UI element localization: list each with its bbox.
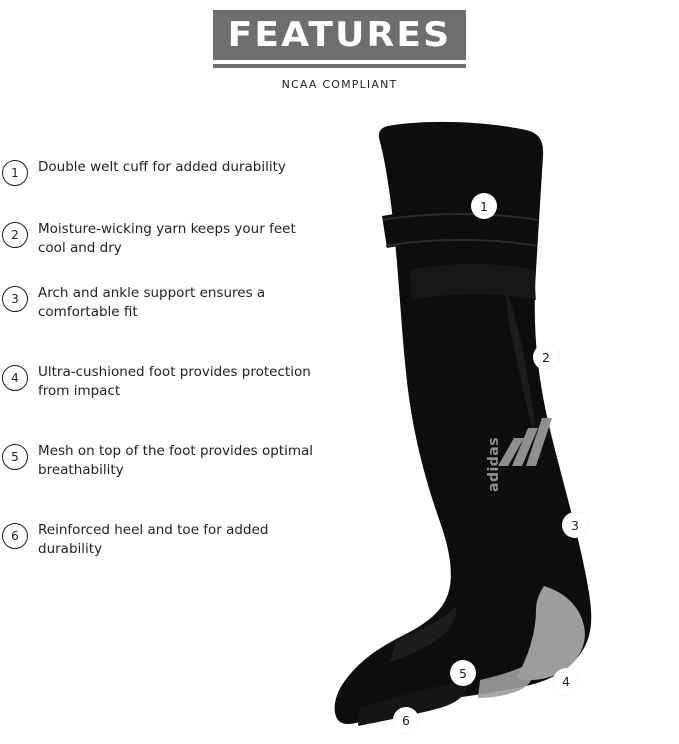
feature-item-2 — [0, 220, 330, 257]
callout-badge-1: 1 — [471, 193, 497, 219]
feature-text-5: Mesh on top of the foot provides optimal breathability — [38, 443, 314, 478]
callout-badge-5: 5 — [450, 660, 476, 686]
callout-badge-6: 6 — [393, 707, 419, 733]
header — [0, 0, 679, 100]
sock-svg — [330, 120, 679, 744]
page-title: FEATURES — [227, 15, 452, 55]
callout-badge-2: 2 — [533, 344, 559, 370]
feature-text-1: Double welt cuff for added durability — [38, 159, 286, 175]
feature-text-3: Arch and ankle support ensures a comfortable fit — [38, 285, 266, 320]
feature-number-badge-6: 6 — [2, 523, 28, 549]
feature-number-badge-3: 3 — [2, 286, 28, 312]
page-subtitle: NCAA COMPLIANT — [281, 78, 398, 91]
feature-number-badge-5: 5 — [2, 444, 28, 470]
feature-item-6 — [0, 521, 330, 558]
feature-text-4: Ultra-cushioned foot provides protection from impact — [38, 364, 311, 399]
adidas-wordmark: adidas — [486, 436, 502, 492]
feature-number-badge-1: 1 — [2, 160, 28, 186]
title-banner — [213, 10, 466, 60]
feature-text-2: Moisture-wicking yarn keeps your feet cool and dry — [38, 221, 296, 256]
callout-badge-3: 3 — [562, 512, 588, 538]
feature-number-badge-4: 4 — [2, 365, 28, 391]
feature-number-badge-2: 2 — [2, 222, 28, 248]
feature-item-5 — [0, 442, 330, 479]
feature-item-4 — [0, 363, 330, 400]
callout-badge-4: 4 — [553, 668, 579, 694]
feature-item-3 — [0, 284, 330, 321]
title-underline-rule — [213, 64, 466, 68]
product-illustration — [330, 120, 679, 744]
feature-item-1 — [0, 158, 330, 186]
feature-text-6: Reinforced heel and toe for added durability — [38, 522, 269, 557]
